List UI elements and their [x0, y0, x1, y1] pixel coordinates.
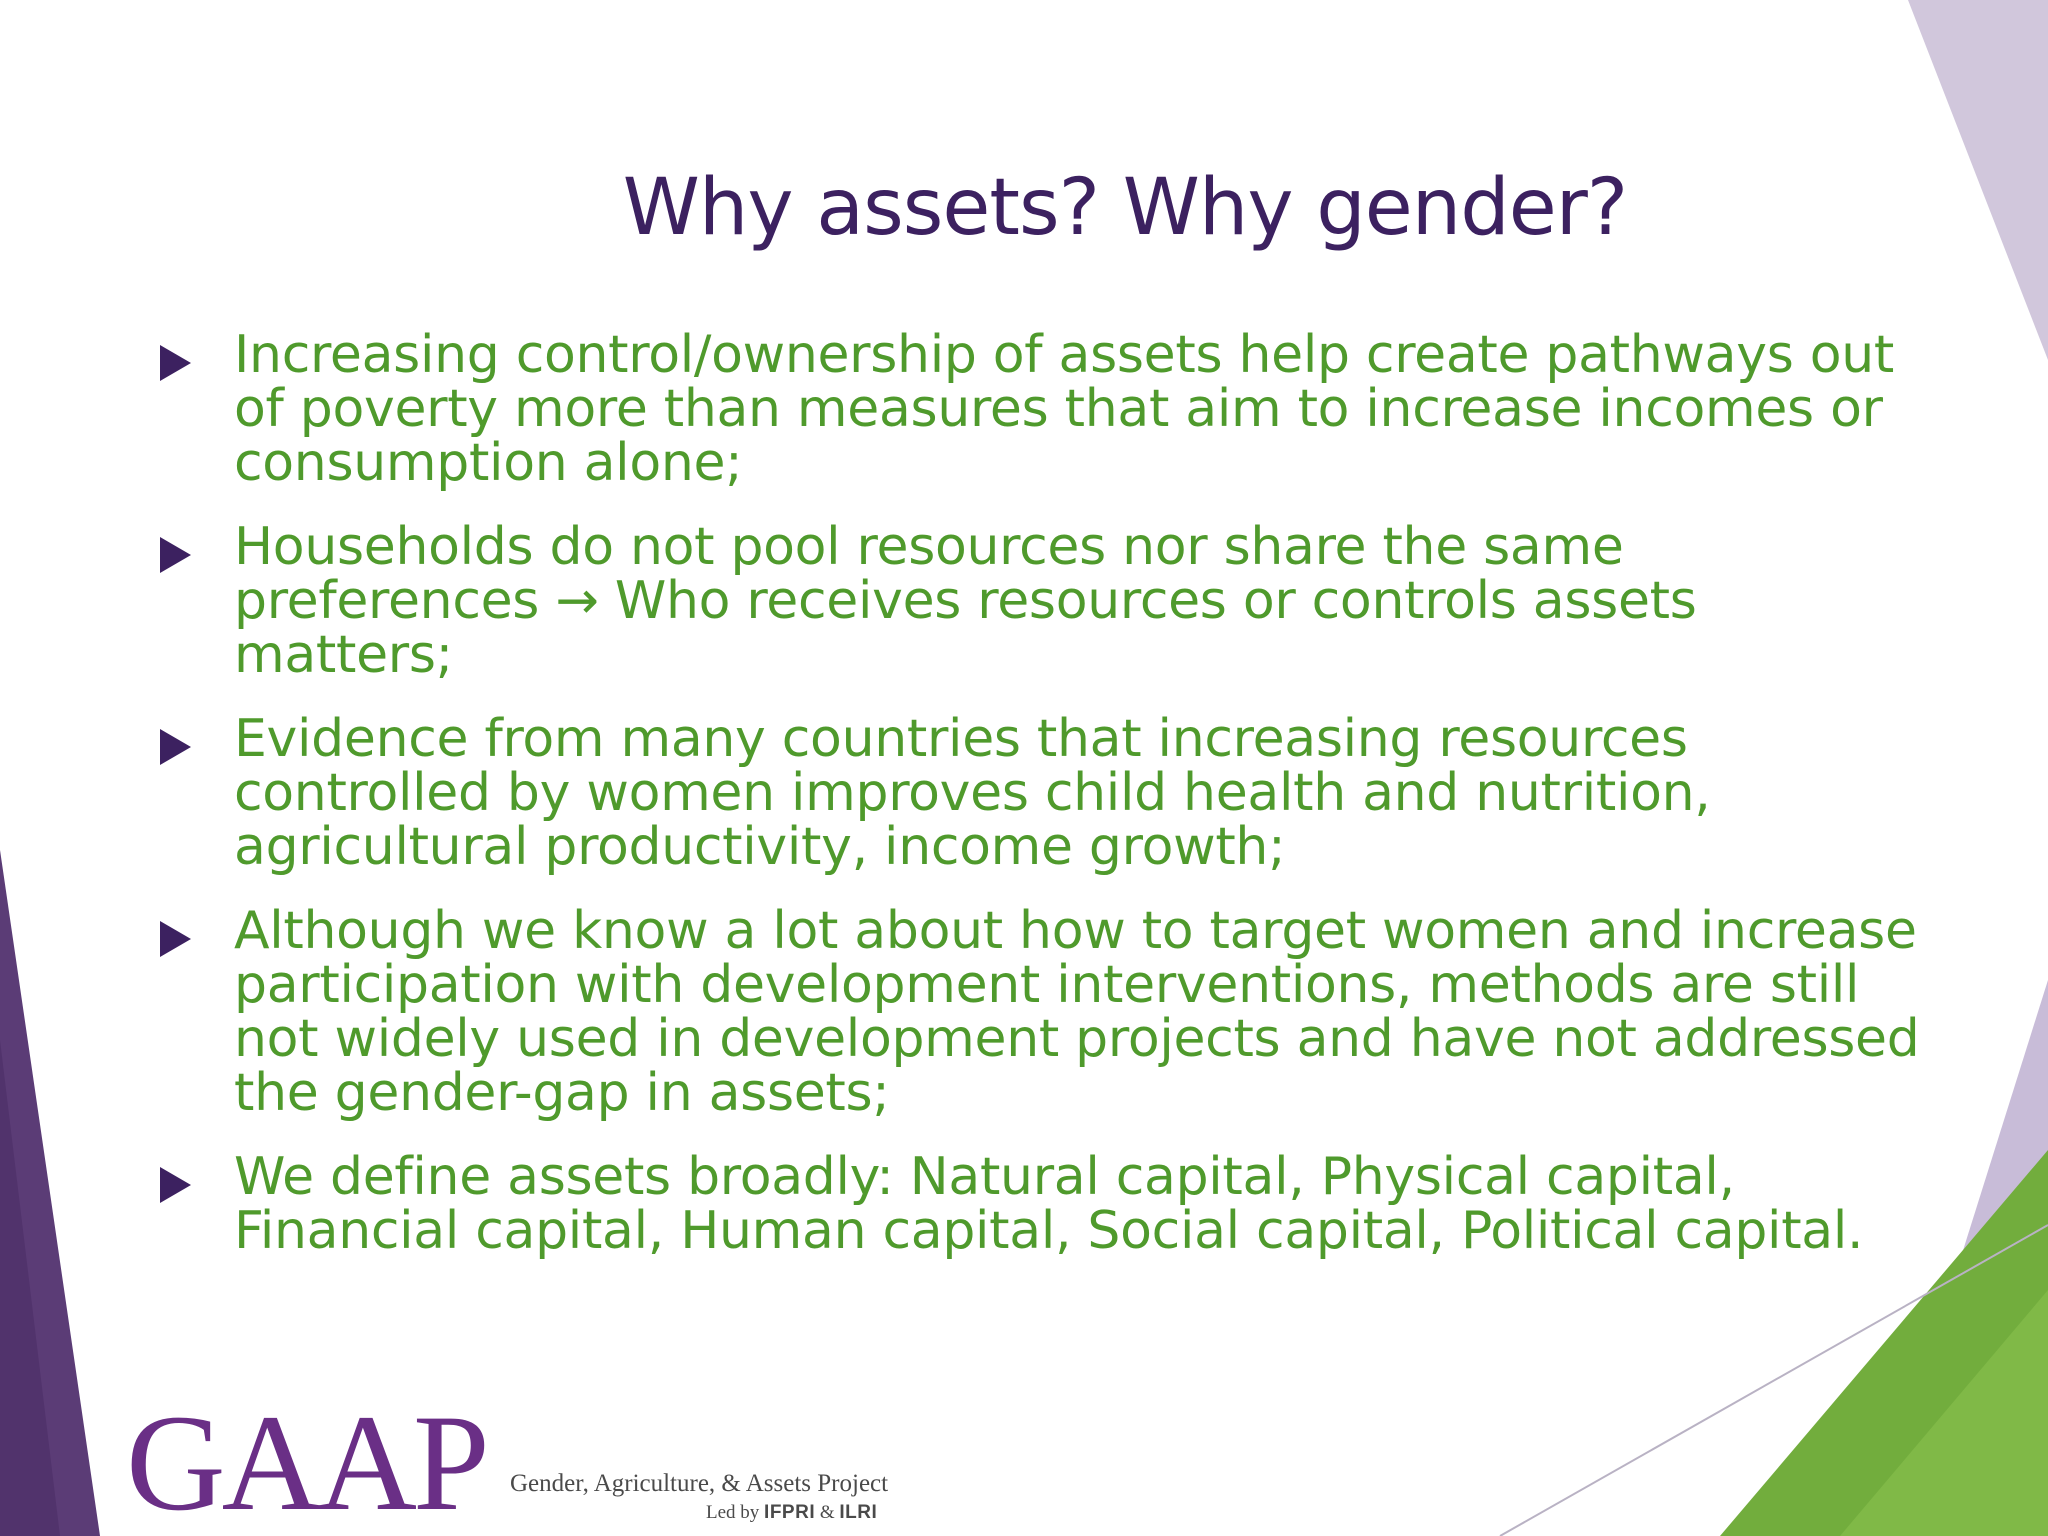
triangle-bullet-icon [160, 537, 191, 573]
bullet-text: Increasing control/ownership of assets help create pathways out of poverty more than measures that aim to increase incomes or consumption alone; [234, 325, 1894, 493]
triangle-bullet-icon [160, 345, 191, 381]
led-by-prefix: Led by [706, 1502, 760, 1523]
logo-tagline: Gender, Agriculture, & Assets Project [510, 1470, 889, 1497]
org-separator: & [819, 1502, 835, 1523]
triangle-bullet-icon [160, 1167, 191, 1203]
bullet-text: Although we know a lot about how to target women and increase participation with development interventions, methods are still not widely used in development projects and have not addressed the gender-gap in assets; [234, 901, 1920, 1123]
list-item [160, 325, 1920, 493]
list-item [160, 1147, 1920, 1261]
slide-title: Why assets? Why gender? [622, 163, 1628, 254]
ifpri-label: IFPRI [764, 1502, 816, 1523]
bullet-text: We define assets broadly: Natural capital, Physical capital, Financial capital, Human capital, Social capital, Political capital. [234, 1147, 1864, 1261]
triangle-bullet-icon [160, 921, 191, 957]
bullet-text: Households do not pool resources nor share the same preferences → Who receives resources or controls assets matters; [234, 517, 1697, 685]
bullet-list [160, 325, 1920, 1288]
triangle-bullet-icon [160, 729, 191, 765]
right-top-lavender-shape [1908, 0, 2048, 360]
list-item [160, 709, 1920, 877]
ilri-label: ILRI [839, 1502, 878, 1523]
logo-wordmark: GAAP [126, 1386, 486, 1536]
bullet-text: Evidence from many countries that increasing resources controlled by women improves child health and nutrition, agricultural productivity, income growth; [234, 709, 1711, 877]
list-item [160, 901, 1920, 1123]
gaap-logo [126, 1386, 906, 1536]
logo-led-by [706, 1502, 877, 1524]
list-item [160, 517, 1920, 685]
